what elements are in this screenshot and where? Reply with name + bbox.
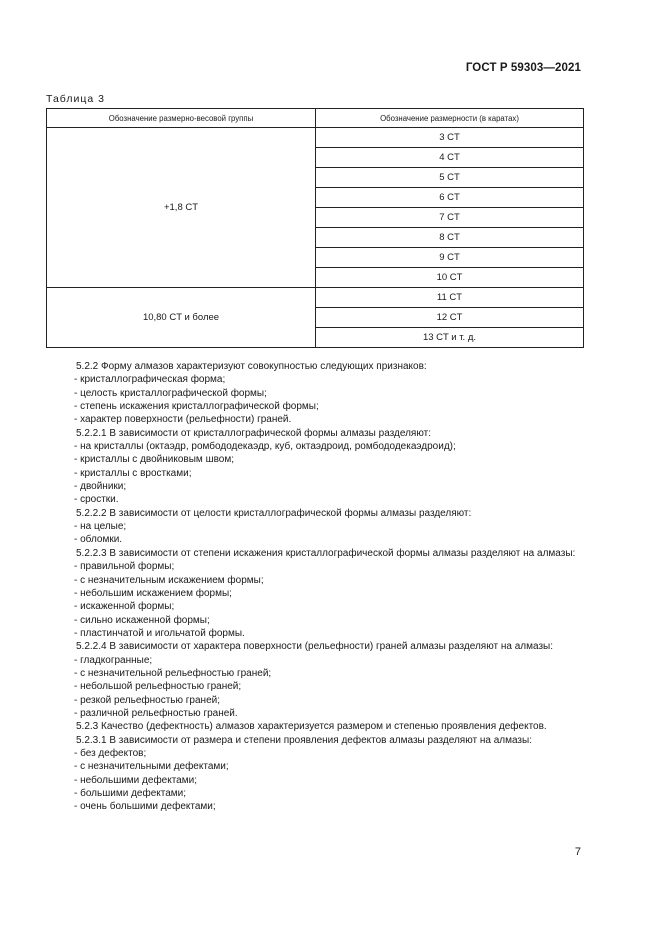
column-header-group: Обозначение размерно-весовой группы bbox=[47, 109, 316, 128]
list-item: - небольшими дефектами; bbox=[74, 774, 197, 786]
column-header-size: Обозначение размерности (в каратах) bbox=[316, 109, 584, 128]
size-cell: 3 CT bbox=[316, 128, 584, 148]
size-cell: 10 CT bbox=[316, 268, 584, 288]
table-row bbox=[47, 288, 584, 308]
list-item: - двойники; bbox=[74, 481, 127, 493]
list-item: - на кристаллы (октаэдр, ромбододекаэдр, куб, октаэдроид, ромбододекаэдроид); bbox=[74, 441, 456, 453]
list-item: - на целые; bbox=[74, 521, 127, 533]
table-header-row bbox=[47, 109, 584, 128]
size-cell: 5 CT bbox=[316, 168, 584, 188]
paragraph: 5.2.2.1 В зависимости от кристаллографической формы алмазы разделяют: bbox=[76, 427, 431, 439]
document-code: ГОСТ Р 59303—2021 bbox=[465, 62, 581, 74]
size-cell: 6 CT bbox=[316, 188, 584, 208]
list-item: - кристаллы с двойниковым швом; bbox=[74, 454, 235, 466]
list-item: - очень большими дефектами; bbox=[74, 801, 216, 813]
size-cell: 11 CT bbox=[316, 288, 584, 308]
paragraph: 5.2.3.1 В зависимости от размера и степени проявления дефектов алмазы разделяют на алмазы: bbox=[76, 734, 532, 746]
list-item: - целость кристаллографической формы; bbox=[74, 387, 267, 399]
paragraph: 5.2.3 Качество (дефектность) алмазов характеризуется размером и степенью проявления дефектов. bbox=[76, 721, 547, 733]
list-item: - небольшой рельефностью граней; bbox=[74, 681, 242, 693]
list-item: - различной рельефностью граней. bbox=[74, 707, 238, 719]
size-cell: 8 CT bbox=[316, 228, 584, 248]
size-cell: 13 CT и т. д. bbox=[316, 328, 584, 348]
size-cell: 7 CT bbox=[316, 208, 584, 228]
list-item: - небольшим искажением формы; bbox=[74, 587, 232, 599]
group-cell: 10,80 CT и более bbox=[47, 288, 316, 348]
paragraph: 5.2.2.4 В зависимости от характера поверхности (рельефности) граней алмазы разделяют на алмазы: bbox=[76, 641, 553, 653]
paragraph: 5.2.2 Форму алмазов характеризуют совокупностью следующих признаков: bbox=[76, 361, 427, 372]
size-cell: 12 CT bbox=[316, 308, 584, 328]
list-item: - без дефектов; bbox=[74, 747, 147, 759]
page-number: 7 bbox=[574, 846, 581, 858]
body-text bbox=[46, 360, 584, 814]
list-item: - резкой рельефностью граней; bbox=[74, 694, 221, 706]
list-item: - сростки. bbox=[74, 494, 119, 506]
list-item: - с незначительной рельефностью граней; bbox=[74, 667, 272, 679]
size-cell: 9 CT bbox=[316, 248, 584, 268]
list-item: - с незначительными дефектами; bbox=[74, 761, 229, 773]
list-item: - кристаллографическая форма; bbox=[74, 374, 226, 386]
list-item: - характер поверхности (рельефности) граней. bbox=[74, 414, 292, 426]
group-cell: +1,8 CT bbox=[47, 128, 316, 288]
paragraph: 5.2.2.3 В зависимости от степени искажения кристаллографической формы алмазы разделяют на алмазы: bbox=[76, 547, 576, 559]
table-caption: Таблица 3 bbox=[46, 93, 105, 105]
size-cell: 4 CT bbox=[316, 148, 584, 168]
list-item: - обломки. bbox=[74, 534, 123, 546]
table-row bbox=[47, 128, 584, 148]
list-item: - пластинчатой и игольчатой формы. bbox=[74, 627, 245, 639]
list-item: - кристаллы с вростками; bbox=[74, 467, 192, 479]
list-item: - гладкогранные; bbox=[74, 654, 153, 666]
list-item: - большими дефектами; bbox=[74, 788, 187, 799]
list-item: - с незначительным искажением формы; bbox=[74, 574, 264, 586]
paragraph: 5.2.2.2 В зависимости от целости кристаллографической формы алмазы разделяют: bbox=[76, 507, 472, 519]
size-weight-table bbox=[46, 108, 584, 348]
list-item: - сильно искаженной формы; bbox=[74, 614, 210, 626]
list-item: - правильной формы; bbox=[74, 561, 175, 573]
list-item: - искаженной формы; bbox=[74, 601, 175, 613]
list-item: - степень искажения кристаллографической формы; bbox=[74, 401, 319, 413]
